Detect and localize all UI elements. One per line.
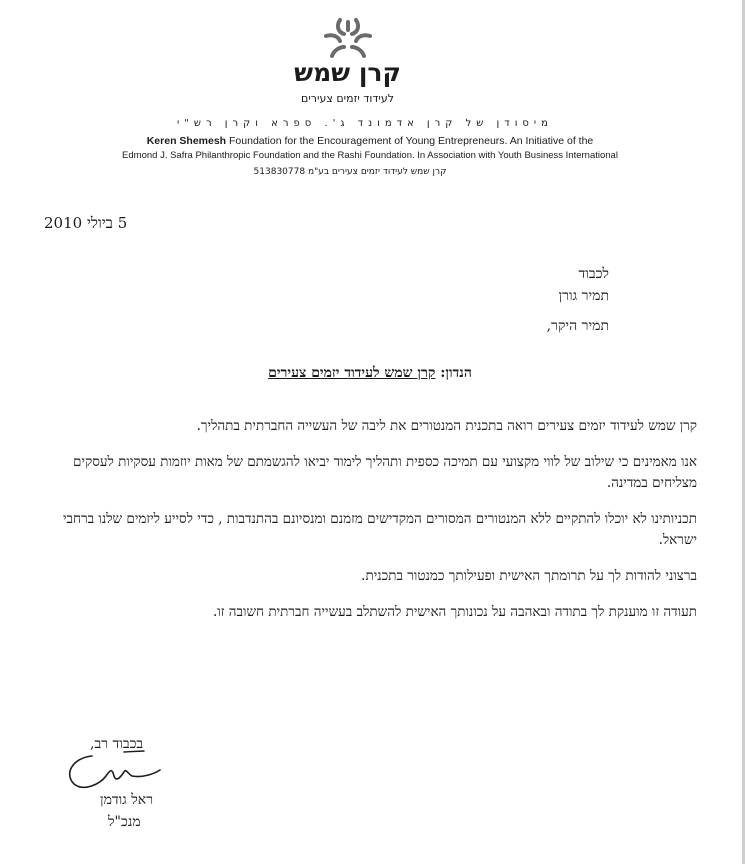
foundation-name: קרן שמש — [294, 58, 401, 87]
letter-date: 5 ביולי 2010 — [44, 214, 128, 232]
paragraph-1: קרן שמש לעידוד יזמים צעירים רואה בתכנית המנטורים את ליבה של העשייה החברתית בתהליך. — [196, 418, 697, 434]
paragraph-4: ברצוני להודות לך על תרומתך האישית ופעילותך כמנטור בתכנית. — [361, 568, 697, 584]
registration-line: קרן שמש לעידוד יזמים צעירים בע"מ 513830778 — [253, 167, 447, 177]
subject-topic: קרן שמש לעידוד יזמים צעירים — [268, 365, 436, 381]
salutation: תמיר היקר, — [546, 318, 609, 334]
subject-label: הנדון: — [435, 365, 472, 381]
paragraph-3: תכניותינו לא יוכלו להתקיים ללא המנטורים המסורים המקדישים מזמנם ומנסיונם בהתנדבות , כדי לסייע ליזמים שלנו ברחבי ישראל. — [62, 511, 697, 548]
english-name-bold: Keren Shemesh — [146, 135, 227, 147]
signer-title: מנכ"ל — [108, 814, 141, 830]
sun-logo-icon — [318, 14, 378, 64]
recipient-name: תמיר גורן — [558, 288, 609, 304]
paragraph-5: תעודה זו מוענקת לך בתודה ובאהבה על נכונותך האישית להשתלב בעשייה חברתית חשובה זו. — [212, 604, 697, 620]
paragraph-2: אנו מאמינים כי שילוב של לווי מקצועי עם תמיכה כספית ותהליך לימוד יביאו להגשמתם של מאות יוזמות עסקיות לעסקים מצליחים במדינה. — [73, 454, 697, 491]
foundation-tagline: לעידוד יזמים צעירים — [301, 92, 394, 105]
founders-line: מיסודן של קרן אדמונד ג'. ספרא וקרן רש"י — [177, 118, 553, 129]
english-line-2: Edmond J. Safra Philanthropic Foundation and the Rashi Foundation. In Association with Youth Business International — [122, 150, 618, 161]
english-line-1-rest: Foundation for the Encouragement of Young Entrepreneurs. An Initiative of the — [226, 135, 594, 147]
english-line-1 — [70, 135, 670, 147]
subject-line — [160, 365, 580, 382]
to-honor: לכבוד — [578, 266, 609, 282]
handwritten-signature — [62, 748, 162, 796]
signer-name: ראל גודמן — [100, 792, 154, 808]
closing: בכבוד רב, — [90, 736, 144, 752]
